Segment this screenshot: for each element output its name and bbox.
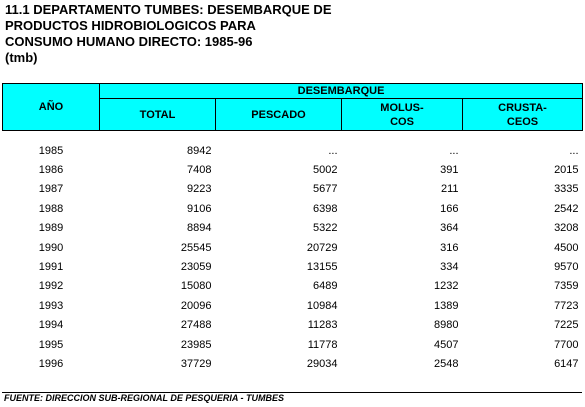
cell-pescado: 6489 xyxy=(313,280,338,293)
cell-pescado: 20729 xyxy=(306,241,338,254)
cell-total: 20096 xyxy=(180,299,212,312)
cell-crustaceos: 7359 xyxy=(554,280,579,293)
cell-moluscos: 211 xyxy=(440,183,459,196)
cell-pescado: 11778 xyxy=(307,338,338,351)
cell-year: 1995 xyxy=(38,338,64,351)
header-crustaceos-label-2: CEOS xyxy=(506,115,539,128)
source-note: FUENTE: DIRECCION SUB-REGIONAL DE PESQUERIA - TUMBES xyxy=(4,393,285,403)
cell-pescado: 29034 xyxy=(306,357,338,370)
header-moluscos-label-2: COS xyxy=(390,115,414,128)
cell-moluscos: ... xyxy=(449,144,459,157)
table-row xyxy=(3,277,583,296)
cell-year: 1992 xyxy=(38,280,64,293)
cell-pescado: 5677 xyxy=(313,183,338,196)
cell-crustaceos: 7700 xyxy=(554,338,579,351)
cell-year: 1985 xyxy=(38,144,64,157)
cell-crustaceos: 4500 xyxy=(554,241,579,254)
cell-moluscos: 1232 xyxy=(434,280,459,293)
header-moluscos xyxy=(342,99,463,131)
header-total-label: TOTAL xyxy=(139,108,176,121)
table-row xyxy=(3,219,583,238)
cell-total: 8894 xyxy=(187,222,212,235)
cell-total: 27488 xyxy=(180,319,212,332)
header-crustaceos-label: CRUSTA- xyxy=(498,101,547,114)
cell-moluscos: 334 xyxy=(440,261,459,274)
cell-total: 25545 xyxy=(180,241,212,254)
cell-total: 8942 xyxy=(187,144,212,157)
cell-year: 1988 xyxy=(38,202,64,215)
header-pescado-label: PESCADO xyxy=(251,108,306,121)
title-unit: (tmb) xyxy=(5,50,38,65)
table-title xyxy=(5,2,575,66)
cell-pescado: ... xyxy=(328,144,338,157)
header-moluscos-label: MOLUS- xyxy=(380,101,424,114)
cell-year: 1991 xyxy=(38,261,64,274)
table-row xyxy=(3,335,583,354)
header-year: AÑO xyxy=(3,84,100,131)
cell-crustaceos: 6147 xyxy=(554,357,579,370)
cell-crustaceos: 2542 xyxy=(554,202,579,215)
cell-year: 1993 xyxy=(38,299,64,312)
table-row xyxy=(3,316,583,335)
cell-year: 1987 xyxy=(38,183,64,196)
cell-moluscos: 316 xyxy=(440,241,459,254)
cell-crustaceos: ... xyxy=(569,144,579,157)
table-row xyxy=(3,296,583,315)
title-line-2: PRODUCTOS HIDROBIOLOGICOS PARA xyxy=(5,18,256,33)
cell-moluscos: 364 xyxy=(440,222,459,235)
table-row xyxy=(3,160,583,179)
header-pescado xyxy=(216,99,342,131)
cell-year: 1986 xyxy=(38,164,64,177)
table-row xyxy=(3,141,583,160)
table-row xyxy=(3,238,583,257)
cell-pescado: 6398 xyxy=(313,202,338,215)
title-line-1: 11.1 DEPARTAMENTO TUMBES: DESEMBARQUE DE xyxy=(5,2,332,17)
cell-pescado: 11283 xyxy=(307,319,338,332)
table-row xyxy=(3,257,583,276)
cell-pescado: 5002 xyxy=(313,164,338,177)
cell-crustaceos: 7225 xyxy=(554,319,579,332)
cell-total: 23985 xyxy=(180,338,212,351)
cell-year: 1994 xyxy=(38,319,64,332)
cell-year: 1996 xyxy=(38,357,64,370)
table-row xyxy=(3,354,583,373)
cell-moluscos: 166 xyxy=(440,202,459,215)
cell-pescado: 10984 xyxy=(306,299,338,312)
cell-total: 9106 xyxy=(187,202,212,215)
table-row xyxy=(3,199,583,218)
cell-moluscos: 391 xyxy=(440,164,459,177)
cell-total: 7408 xyxy=(187,164,212,177)
cell-total: 23059 xyxy=(180,261,212,274)
header-crustaceos xyxy=(463,99,583,131)
cell-crustaceos: 9570 xyxy=(554,261,579,274)
cell-pescado: 5322 xyxy=(313,222,338,235)
cell-moluscos: 2548 xyxy=(434,357,459,370)
landings-table xyxy=(2,83,583,374)
cell-total: 9223 xyxy=(187,183,212,196)
cell-crustaceos: 7723 xyxy=(554,299,579,312)
cell-total: 37729 xyxy=(180,357,212,370)
cell-year: 1989 xyxy=(38,222,64,235)
cell-crustaceos: 3335 xyxy=(554,183,579,196)
cell-moluscos: 8980 xyxy=(434,319,459,332)
table-row xyxy=(3,180,583,199)
spacer-row xyxy=(3,131,583,142)
header-desembarque: DESEMBARQUE xyxy=(100,84,583,99)
header-total xyxy=(100,99,216,131)
cell-total: 15080 xyxy=(180,280,212,293)
cell-crustaceos: 3208 xyxy=(554,222,579,235)
cell-crustaceos: 2015 xyxy=(554,164,579,177)
cell-moluscos: 4507 xyxy=(434,338,459,351)
cell-year: 1990 xyxy=(38,241,64,254)
cell-pescado: 13155 xyxy=(306,261,338,274)
cell-moluscos: 1389 xyxy=(434,299,459,312)
title-line-3: CONSUMO HUMANO DIRECTO: 1985-96 xyxy=(5,34,253,49)
